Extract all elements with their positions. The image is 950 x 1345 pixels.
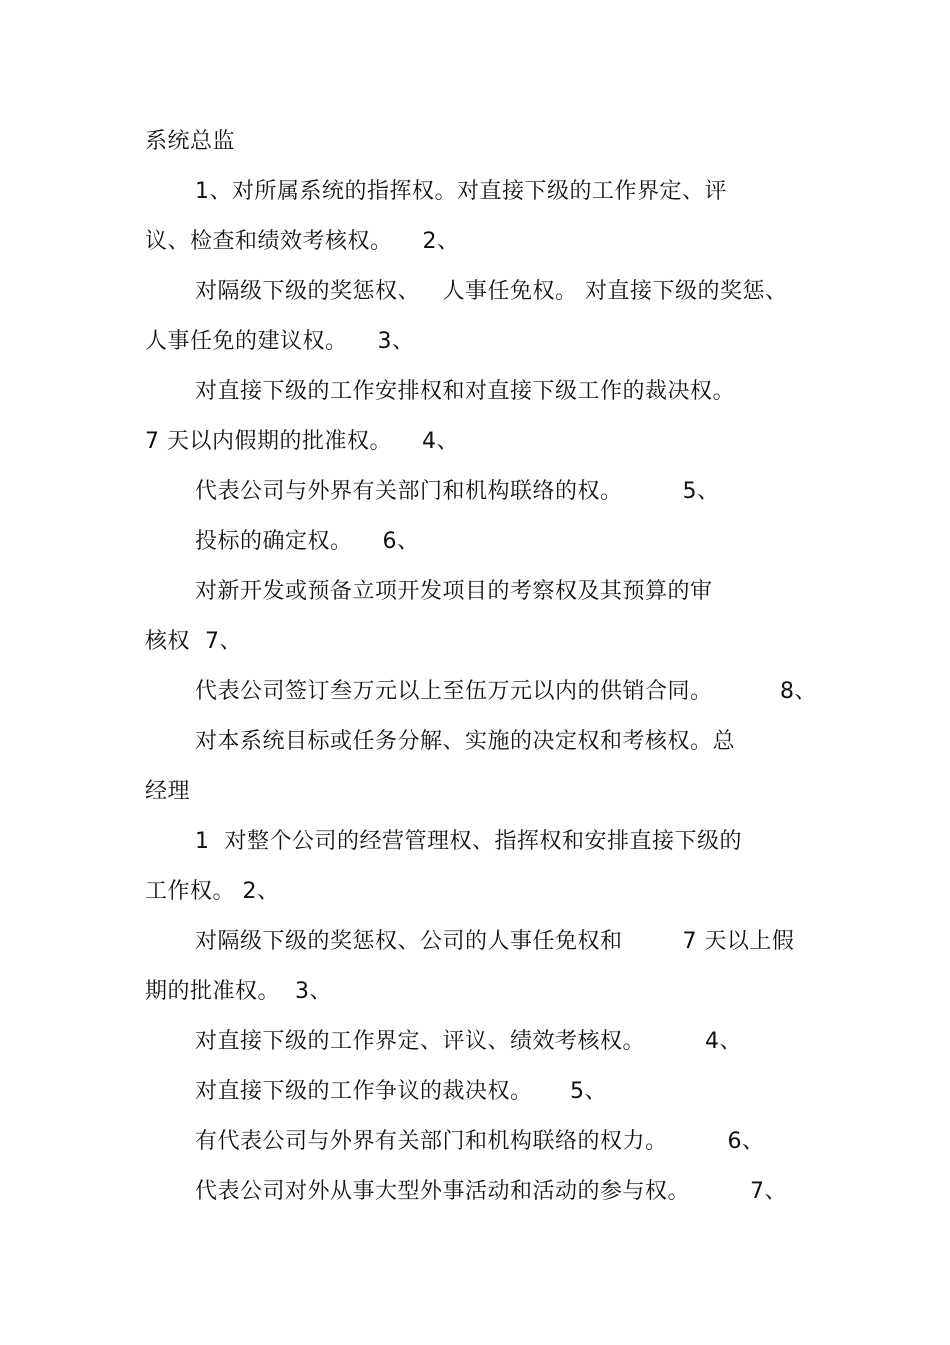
- text-line: 议、检查和绩效考核权。 2、: [145, 229, 460, 254]
- text-line: 对隔级下级的奖惩权、公司的人事任免权和 7 天以上假: [195, 929, 795, 954]
- section-heading-system-director: 系统总监: [145, 129, 236, 154]
- text-line: 人事任免的建议权。 3、: [145, 329, 415, 354]
- text-line: 1 对整个公司的经营管理权、指挥权和安排直接下级的: [195, 829, 742, 854]
- text-line: 期的批准权。 3、: [145, 979, 332, 1004]
- text-line: 1、对所属系统的指挥权。对直接下级的工作界定、评: [195, 179, 727, 204]
- text-line: 投标的确定权。 6、: [195, 529, 420, 554]
- section-heading-general-manager: 经理: [145, 779, 191, 804]
- text-line: 对隔级下级的奖惩权、 人事任免权。 对直接下级的奖惩、: [195, 279, 788, 304]
- text-line: 7 天以内假期的批准权。 4、: [145, 429, 459, 454]
- text-line: 对直接下级的工作界定、评议、绩效考核权。 4、: [195, 1029, 742, 1054]
- text-line: 核权 7、: [145, 629, 242, 654]
- text-line: 工作权。 2、: [145, 879, 280, 904]
- text-line: 有代表公司与外界有关部门和机构联络的权力。 6、: [195, 1129, 765, 1154]
- text-line: 对直接下级的工作安排权和对直接下级工作的裁决权。: [195, 379, 736, 404]
- text-line: 代表公司对外从事大型外事活动和活动的参与权。 7、: [195, 1179, 787, 1204]
- text-line: 对直接下级的工作争议的裁决权。 5、: [195, 1079, 607, 1104]
- text-line: 对新开发或预备立项开发项目的考察权及其预算的审: [195, 579, 713, 604]
- text-line: 代表公司签订叁万元以上至伍万元以内的供销合同。 8、: [195, 679, 817, 704]
- text-line: 代表公司与外界有关部门和机构联络的权。 5、: [195, 479, 720, 504]
- text-line: 对本系统目标或任务分解、实施的决定权和考核权。总: [195, 729, 736, 754]
